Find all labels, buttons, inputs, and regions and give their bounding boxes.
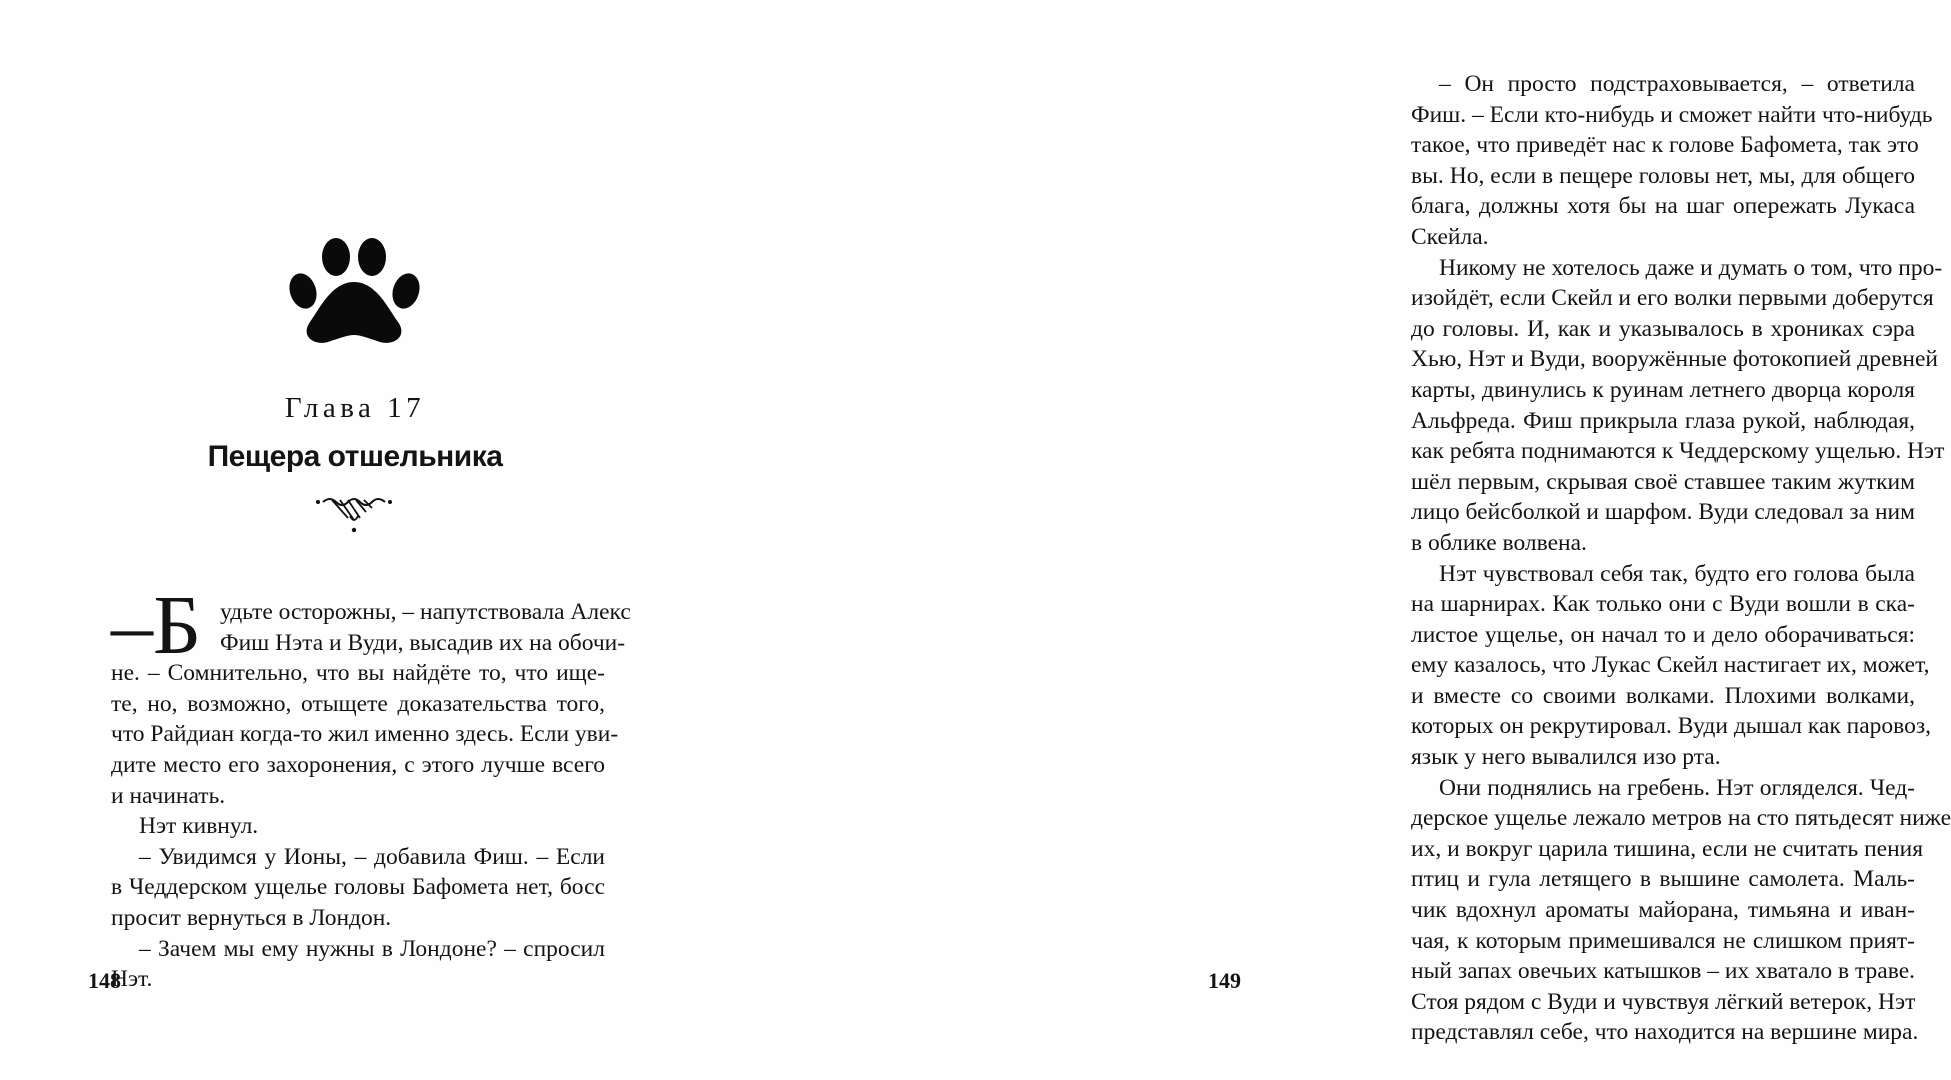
text-line: представлял себе, что находится на вершине мира.	[1411, 1019, 1919, 1046]
text-line: дите место его захоронения, с этого лучше всего	[111, 751, 605, 778]
text-line: ему казалось, что Лукас Скейл настигает их, может,	[1411, 652, 1930, 679]
text-line: карты, двинулись к руинам летнего дворца короля	[1411, 376, 1915, 403]
text-line: птиц и гула летящего в вышине самолета. Маль-	[1411, 866, 1915, 893]
text-line: чая, к которым примешивался не слишком прият-	[1411, 927, 1915, 954]
drop-cap: –Б	[111, 579, 202, 672]
text-line: вы. Но, если в пещере головы нет, мы, для общего	[1411, 162, 1915, 189]
text-line: их, и вокруг царила тишина, если не считать пения	[1411, 835, 1924, 862]
text-line: блага, должны хотя бы на шаг опережать Лукаса	[1411, 193, 1915, 220]
text-line: Нэт чувствовал себя так, будто его голова была	[1439, 560, 1915, 587]
text-line: до головы. И, как и указывалось в хрониках сэра	[1411, 315, 1915, 342]
fleuron-ornament-icon	[314, 494, 394, 534]
right-page-body	[1411, 69, 1951, 1048]
left-page	[0, 0, 682, 1080]
text-line: просит вернуться в Лондон.	[111, 904, 392, 931]
text-line: Альфреда. Фиш прикрыла глаза рукой, наблюдая,	[1411, 407, 1915, 434]
page-number-right: 149	[1208, 968, 1241, 993]
text-line: Никому не хотелось даже и думать о том, что про-	[1439, 254, 1943, 281]
text-line: Фиш. – Если кто-нибудь и сможет найти что-нибудь	[1411, 101, 1933, 128]
text-line: и вместе со своими волками. Плохими волками,	[1411, 682, 1915, 709]
text-line: удьте осторожны, – напутствовала Алекс	[220, 599, 631, 625]
text-line: лицо бейсболкой и шарфом. Вуди следовал за ним	[1411, 499, 1915, 526]
text-line: что Райдиан когда-то жил именно здесь. Если уви-	[111, 721, 619, 748]
text-line: – Увидимся у Ионы, – добавила Фиш. – Если	[139, 843, 605, 870]
text-line: ный запах овечьих катышков – их хватало в траве.	[1411, 958, 1915, 985]
text-line: изойдёт, если Скейл и его волки первыми доберутся	[1411, 285, 1934, 312]
text-line: Нэт.	[111, 966, 153, 993]
text-line: – Зачем мы ему нужны в Лондоне? – спросил	[139, 935, 605, 962]
text-line: на шарнирах. Как только они с Вуди вошли в ска-	[1411, 591, 1915, 618]
right-page	[682, 0, 1951, 1080]
text-line: листое ущелье, он начал то и дело оборачиваться:	[1411, 621, 1915, 648]
chapter-title: Пещера отшельника	[207, 440, 503, 473]
text-line: Они поднялись на гребень. Нэт огляделся. Чед-	[1439, 774, 1915, 801]
text-line: Скейла.	[1411, 223, 1489, 250]
page-number-left: 148	[88, 968, 121, 993]
text-line: как ребята поднимаются к Чеддерскому ущелью. Нэт	[1411, 438, 1945, 465]
paw-print-icon	[280, 238, 430, 348]
text-line: – Он просто подстраховывается, – ответила	[1439, 71, 1915, 97]
text-line: чик вдохнул ароматы майорана, тимьяна и иван-	[1411, 897, 1915, 924]
chapter-number: Глава 17	[284, 392, 426, 424]
text-line: которых он рекрутировал. Вуди дышал как паровоз,	[1411, 713, 1932, 740]
text-line: Нэт кивнул.	[139, 813, 259, 840]
left-page-body	[111, 579, 631, 995]
text-line: шёл первым, скрывая своё ставшее таким жутким	[1411, 468, 1915, 495]
text-line: Фиш Нэта и Вуди, высадив их на обочи-	[220, 629, 626, 656]
text-line: не. – Сомнительно, что вы найдёте то, что ище-	[111, 660, 605, 687]
text-line: и начинать.	[111, 782, 226, 809]
text-line: язык у него вывалился изо рта.	[1411, 744, 1721, 771]
text-line: Стоя рядом с Вуди и чувствуя лёгкий ветерок, Нэт	[1411, 988, 1916, 1015]
text-line: в облике волвена.	[1411, 529, 1587, 556]
text-line: в Чеддерском ущелье головы Бафомета нет, босс	[111, 874, 605, 901]
text-line: те, но, возможно, отыщете доказательства того,	[111, 690, 605, 717]
text-line: такое, что приведёт нас к голове Бафомета, так это	[1411, 132, 1919, 159]
text-line: дерское ущелье лежало метров на сто пятьдесят ниже	[1411, 805, 1951, 832]
text-line: Хью, Нэт и Вуди, вооружённые фотокопией древней	[1411, 346, 1938, 373]
